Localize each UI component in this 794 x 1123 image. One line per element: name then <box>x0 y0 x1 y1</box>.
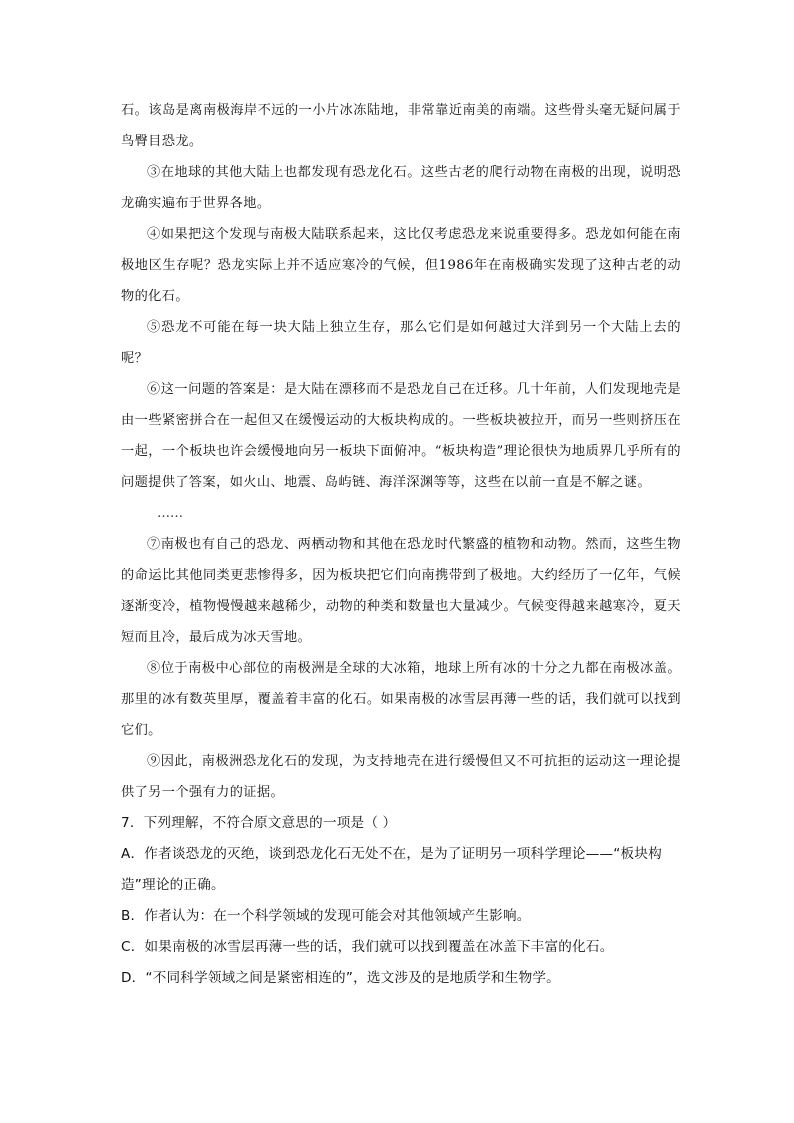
option-text: 如果南极的冰雪层再薄一些的话，我们就可以找到覆盖在冰盖下丰富的化石。 <box>144 939 614 955</box>
paragraph-4: ④如果把这个发现与南极大陆联系起来，这比仅考虑恐龙来说重要得多。恐龙如何能在南极地区生存呢？恐龙实际上并不适应寒冷的气候，但1986年在南极确实发现了这种古老的动物的化石。 <box>121 227 681 304</box>
paragraph-8: ⑧位于南极中心部位的南极洲是全球的大冰箱，地球上所有冰的十分之九都在南极冰盖。那里的冰有数英里厚，覆盖着丰富的化石。如果南极的冰雪层再薄一些的话，我们就可以找到它们。 <box>121 661 681 738</box>
paragraph-7: ⑦南极也有自己的恐龙、两栖动物和其他在恐龙时代繁盛的植物和动物。然而，这些生物的命运比其他同类更悲惨得多，因为板块把它们向南携带到了极地。大约经历了一亿年，气候逐渐变冷，植物慢慢越来越稀少，动物的种类和数量也大量减少。气候变得越来越寒冷，夏天短而且冷，最后成为冰天雪地。 <box>121 537 681 645</box>
option-letter: B． <box>121 908 145 924</box>
omission-ellipsis: …… <box>157 506 183 521</box>
paragraph-6: ⑥这一问题的答案是：是大陆在漂移而不是恐龙自己在迁移。几十年前，人们发现地壳是由一些紧密拼合在一起但又在缓慢运动的大板块构成的。一些板块被拉开，而另一些则挤压在一起，一个板块也许会缓慢地向另一板块下面俯冲。“板块构造”理论很快为地质界几乎所有的问题提供了答案，如火山、地震、岛屿链、海洋深渊等等，这些在以前一直是不解之谜。 <box>121 382 681 490</box>
question-stem: 7．下列理解，不符合原文意思的一项是（ ） <box>121 815 397 831</box>
paragraph-5: ⑤恐龙不可能在每一块大陆上独立生存，那么它们是如何越过大洋到另一个大陆上去的呢？ <box>121 320 681 366</box>
option-text: “不同科学领域之间是紧密相连的”，选文涉及的是地质学和生物学。 <box>145 970 560 986</box>
option-c[interactable] <box>121 932 681 963</box>
paragraph-3: ③在地球的其他大陆上也都发现有恐龙化石。这些古老的爬行动物在南极的出现，说明恐龙确实遍布于世界各地。 <box>121 165 681 211</box>
option-text: 作者认为：在一个科学领域的发现可能会对其他领域产生影响。 <box>144 908 531 924</box>
option-a[interactable] <box>121 839 681 901</box>
page-content <box>121 95 681 994</box>
paragraph-continued: 石。该岛是离南极海岸不远的一小片冰冻陆地，非常靠近南美的南端。这些骨头毫无疑问属于鸟臀目恐龙。 <box>121 103 681 149</box>
option-b[interactable] <box>121 901 681 932</box>
option-letter: C． <box>121 939 145 955</box>
option-letter: A． <box>121 846 145 862</box>
option-d[interactable] <box>121 963 681 994</box>
option-letter: D． <box>121 970 146 986</box>
paragraph-9: ⑨因此，南极洲恐龙化石的发现，为支持地壳在进行缓慢但又不可抗拒的运动这一理论提供了另一个强有力的证据。 <box>121 754 681 800</box>
option-text: 作者谈恐龙的灭绝，谈到恐龙化石无处不在，是为了证明另一项科学理论——“板块构造”理论的正确。 <box>121 846 662 893</box>
